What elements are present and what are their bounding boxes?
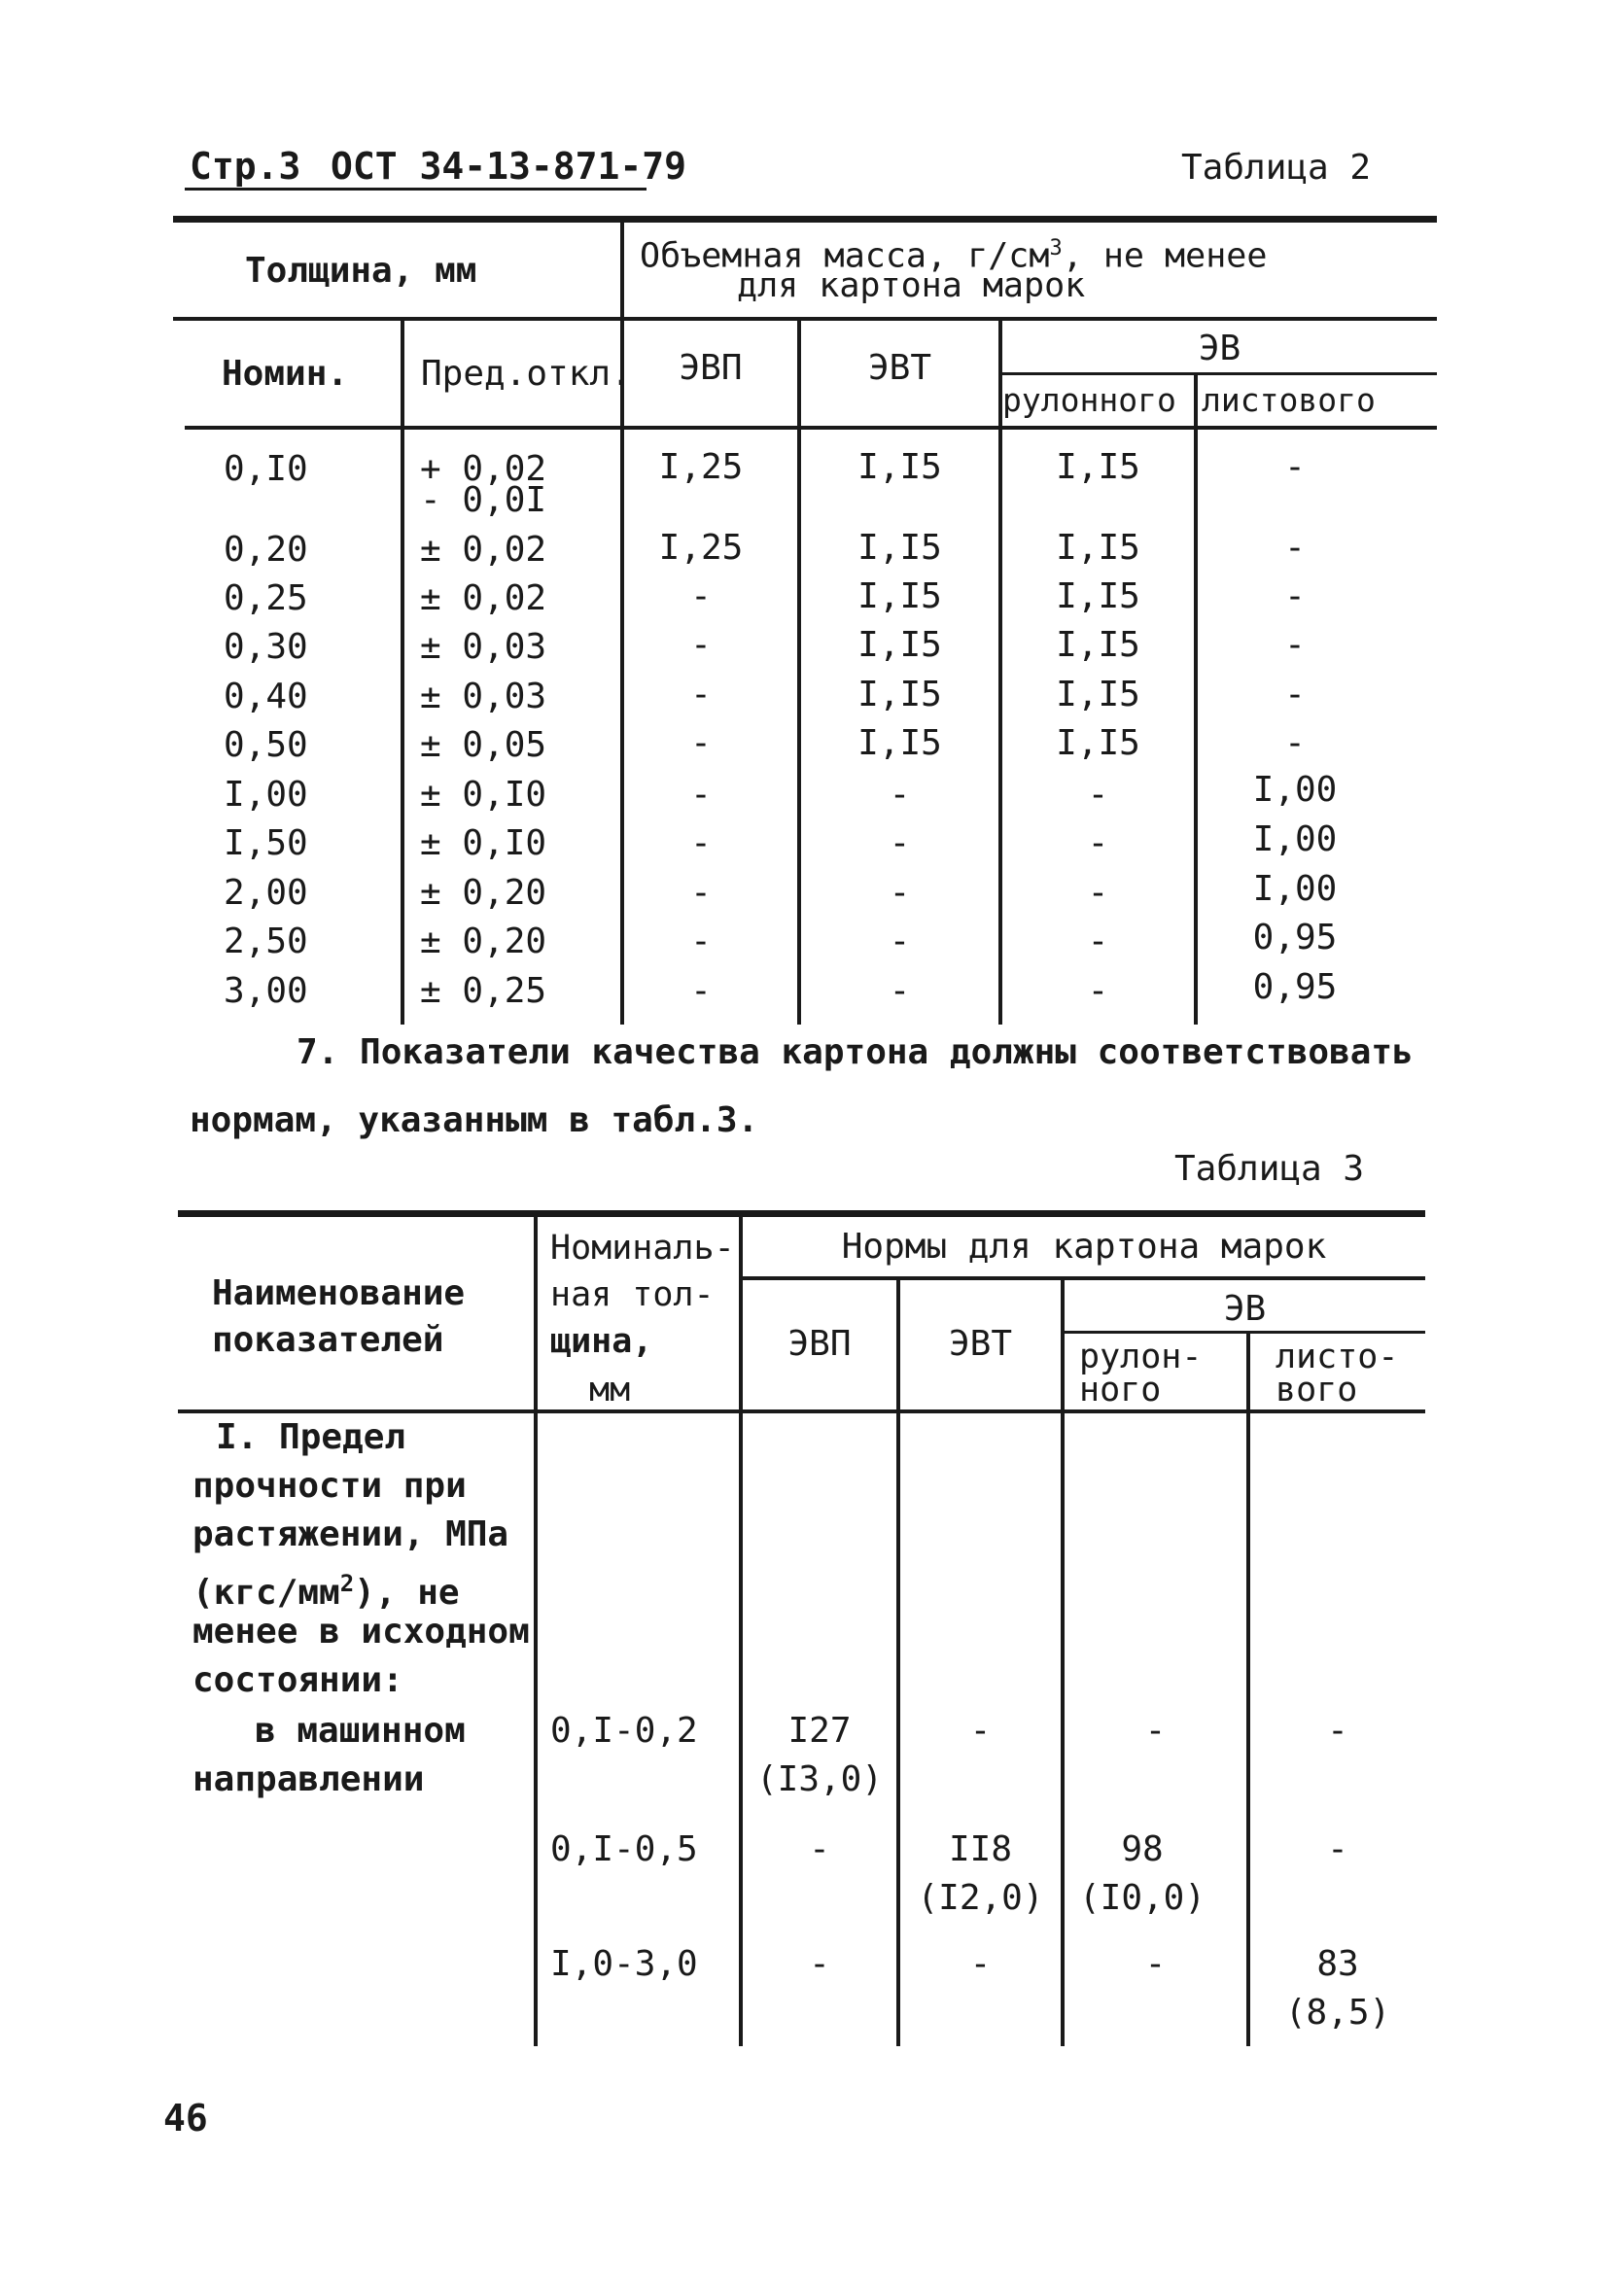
table2-tolerance: ± 0,05 bbox=[420, 725, 547, 765]
table2-evt: I,I5 bbox=[857, 675, 942, 714]
paragraph-7-line1: 7. Показатели качества картона должны соответствовать bbox=[297, 1032, 1414, 1072]
table2-roll: I,I5 bbox=[1056, 675, 1140, 714]
table2-sub-evp: ЭВП bbox=[679, 348, 743, 388]
table2-sub-nominal: Номин. bbox=[222, 354, 349, 394]
table2-subheader-rule bbox=[185, 426, 1437, 430]
table2-tolerance: ± 0,03 bbox=[420, 627, 547, 667]
table3-vline-evt bbox=[1061, 1278, 1065, 2046]
table2-sheet: 0,95 bbox=[1252, 918, 1338, 957]
table3-sub-evt: ЭВТ bbox=[948, 1324, 1013, 1364]
table2-evp: - bbox=[690, 625, 712, 665]
table2-vline-evp bbox=[797, 321, 801, 1025]
table3-evp: - bbox=[809, 1829, 830, 1869]
table2-nominal: 2,50 bbox=[224, 922, 308, 961]
table2-tolerance: ± 0,03 bbox=[420, 677, 547, 716]
table3-roll: - bbox=[1144, 1711, 1167, 1751]
table2-evp: I,25 bbox=[658, 528, 744, 568]
table3-evt-kgf: (I2,0) bbox=[917, 1878, 1044, 1918]
table2-nominal: 0,40 bbox=[224, 677, 308, 716]
table3-ev-rule bbox=[1063, 1331, 1425, 1334]
table2-col-density: Объемная масса, $г/см^3$, не менее bbox=[640, 236, 1268, 276]
table2-vline-evt bbox=[998, 321, 1002, 1025]
table2-sheet: I,00 bbox=[1252, 819, 1338, 859]
table2-top-rule bbox=[173, 216, 1437, 223]
table3-col-thick-3: щина, bbox=[550, 1322, 653, 1361]
table3-evt: - bbox=[969, 1711, 992, 1751]
table3-col-thick-1: Номиналь- bbox=[550, 1229, 735, 1268]
table2-sub-ev: ЭВ bbox=[1198, 329, 1241, 368]
table3-label: Таблица 3 bbox=[1174, 1149, 1365, 1189]
table2-tolerance: + 0,02 bbox=[420, 449, 547, 489]
table3-evt: - bbox=[969, 1944, 992, 1984]
table2-roll: - bbox=[1087, 922, 1109, 961]
table3-sub-ev: ЭВ bbox=[1223, 1289, 1267, 1329]
table2-roll: I,I5 bbox=[1056, 528, 1140, 568]
indicator-line: прочности при bbox=[192, 1466, 467, 1506]
table2-tolerance: ± 0,20 bbox=[420, 922, 547, 961]
table2-roll: - bbox=[1087, 873, 1109, 913]
page-number: 46 bbox=[163, 2097, 208, 2139]
indicator-line: растяжении, МПа bbox=[192, 1514, 509, 1554]
table3-col-thick-2: ная тол- bbox=[550, 1275, 715, 1314]
table2-vline-nominal bbox=[401, 321, 404, 1025]
table2-sheet: - bbox=[1284, 625, 1306, 665]
table2-evt: - bbox=[889, 873, 911, 913]
table2-evt: - bbox=[889, 775, 911, 815]
table2-roll: I,I5 bbox=[1056, 625, 1140, 665]
table2-nominal: 0,30 bbox=[224, 627, 308, 667]
table2-nominal: 0,25 bbox=[224, 578, 308, 618]
table2-tolerance: ± 0,20 bbox=[420, 873, 547, 913]
table2-evt: I,I5 bbox=[857, 576, 942, 616]
indicator-line: состоянии: bbox=[192, 1660, 403, 1700]
table2-roll: - bbox=[1087, 971, 1109, 1011]
header-underline bbox=[185, 188, 647, 191]
table2-evp: - bbox=[690, 775, 712, 815]
table2-tolerance-lower: - 0,0I bbox=[420, 480, 547, 520]
table2-nominal: I,50 bbox=[224, 823, 308, 863]
table2-sub-tolerance: Пред.откл. bbox=[421, 354, 632, 394]
table2-roll: I,I5 bbox=[1056, 723, 1140, 763]
table2-sheet: - bbox=[1284, 723, 1306, 763]
table2-label: Таблица 2 bbox=[1181, 148, 1372, 188]
table2-sub-evt: ЭВТ bbox=[867, 348, 932, 388]
table2-evp: - bbox=[690, 675, 712, 714]
indicator-line: I. Предел bbox=[216, 1417, 406, 1457]
page-reference: Стр.3 bbox=[190, 145, 301, 188]
table2-evt: I,I5 bbox=[857, 528, 942, 568]
table2-evp: I,25 bbox=[658, 447, 744, 487]
table2-tolerance: ± 0,I0 bbox=[420, 775, 547, 815]
table2-roll: - bbox=[1087, 823, 1109, 863]
table3-col-name-1: Наименование bbox=[212, 1273, 466, 1313]
table3-sub-sheet-1: листо- bbox=[1276, 1338, 1399, 1376]
table3-vline-roll bbox=[1246, 1332, 1250, 2046]
table3-sheet-kgf: (8,5) bbox=[1284, 1993, 1391, 2033]
table2-nominal: 0,20 bbox=[224, 530, 308, 570]
table2-sheet: - bbox=[1284, 576, 1306, 616]
table3-col-thick-4: мм bbox=[589, 1371, 631, 1409]
table3-roll: 98 bbox=[1121, 1829, 1164, 1869]
table2-evt: - bbox=[889, 922, 911, 961]
table3-evp-kgf: (I3,0) bbox=[755, 1759, 884, 1799]
indicator-line: в машинном bbox=[255, 1711, 466, 1751]
table2-sheet: - bbox=[1284, 675, 1306, 714]
table2-nominal: 0,I0 bbox=[224, 449, 308, 489]
table2-tolerance: ± 0,02 bbox=[420, 530, 547, 570]
table2-tolerance: ± 0,25 bbox=[420, 971, 547, 1011]
table2-evp: - bbox=[690, 971, 712, 1011]
table2-nominal: I,00 bbox=[224, 775, 308, 815]
indicator-line: направлении bbox=[192, 1759, 425, 1799]
table2-col-thickness: Толщина, мм bbox=[245, 251, 477, 291]
table3-vline-name bbox=[534, 1215, 538, 2046]
table2-sheet: - bbox=[1284, 528, 1306, 568]
table2-sheet: I,00 bbox=[1252, 869, 1338, 909]
table2-sub-roll: рулонного bbox=[1002, 381, 1176, 419]
table3-thickness: 0,I-0,5 bbox=[550, 1829, 698, 1869]
table3-header-rule bbox=[178, 1409, 1425, 1413]
table3-thickness: I,0-3,0 bbox=[550, 1944, 698, 1984]
table2-roll: - bbox=[1087, 775, 1109, 815]
table3-sub-roll-2: ного bbox=[1079, 1371, 1162, 1409]
table3-sub-roll-1: рулон- bbox=[1079, 1338, 1203, 1376]
table2-evt: I,I5 bbox=[857, 625, 942, 665]
table3-vline-evp bbox=[896, 1278, 900, 2046]
table3-top-rule bbox=[178, 1210, 1425, 1217]
paragraph-7-line2: нормам, указанным в табл.3. bbox=[190, 1100, 759, 1140]
table3-evp: I27 bbox=[787, 1711, 852, 1751]
table2-roll: I,I5 bbox=[1056, 576, 1140, 616]
table2-evp: - bbox=[690, 873, 712, 913]
indicator-line: $(кгс/мм^2)$, не bbox=[192, 1570, 460, 1613]
table2-sheet: 0,95 bbox=[1252, 967, 1338, 1007]
table3-sub-sheet-2: вого bbox=[1276, 1371, 1358, 1409]
table2-evp: - bbox=[690, 922, 712, 961]
table2-ev-rule bbox=[999, 372, 1437, 375]
table2-sheet: - bbox=[1284, 447, 1306, 487]
table2-evp: - bbox=[690, 723, 712, 763]
table3-roll-kgf: (I0,0) bbox=[1078, 1878, 1206, 1918]
table2-evp: - bbox=[690, 576, 712, 616]
table2-col-density-line2: для картона марок bbox=[737, 266, 1086, 305]
table3-roll: - bbox=[1144, 1944, 1167, 1984]
table2-evt: I,I5 bbox=[857, 447, 942, 487]
table3-sub-evp: ЭВП bbox=[787, 1324, 852, 1364]
table2-nominal: 0,50 bbox=[224, 725, 308, 765]
table2-sub-sheet: листового bbox=[1202, 381, 1376, 419]
table3-sheet: - bbox=[1327, 1829, 1348, 1869]
table2-header-rule bbox=[173, 317, 1437, 321]
table2-tolerance: ± 0,02 bbox=[420, 578, 547, 618]
table2-evt: - bbox=[889, 971, 911, 1011]
table2-evp: - bbox=[690, 823, 712, 863]
table3-norms-rule bbox=[741, 1276, 1425, 1280]
table2-nominal: 3,00 bbox=[224, 971, 308, 1011]
table3-evp: - bbox=[809, 1944, 830, 1984]
table2-tolerance: ± 0,I0 bbox=[420, 823, 547, 863]
table2-sheet: I,00 bbox=[1252, 770, 1338, 810]
table3-col-name-2: показателей bbox=[212, 1320, 444, 1360]
table3-sheet: 83 bbox=[1316, 1944, 1359, 1984]
table2-evt: I,I5 bbox=[857, 723, 942, 763]
standard-number: ОСТ 34-13-871-79 bbox=[331, 145, 687, 188]
table2-evt: - bbox=[889, 823, 911, 863]
table3-sheet: - bbox=[1327, 1711, 1348, 1751]
table3-evt: II8 bbox=[948, 1829, 1013, 1869]
table2-nominal: 2,00 bbox=[224, 873, 308, 913]
indicator-line: менее в исходном bbox=[192, 1612, 530, 1652]
table2-roll: I,I5 bbox=[1056, 447, 1140, 487]
table3-col-norms: Нормы для картона марок bbox=[841, 1227, 1327, 1267]
table3-thickness: 0,I-0,2 bbox=[550, 1711, 698, 1751]
